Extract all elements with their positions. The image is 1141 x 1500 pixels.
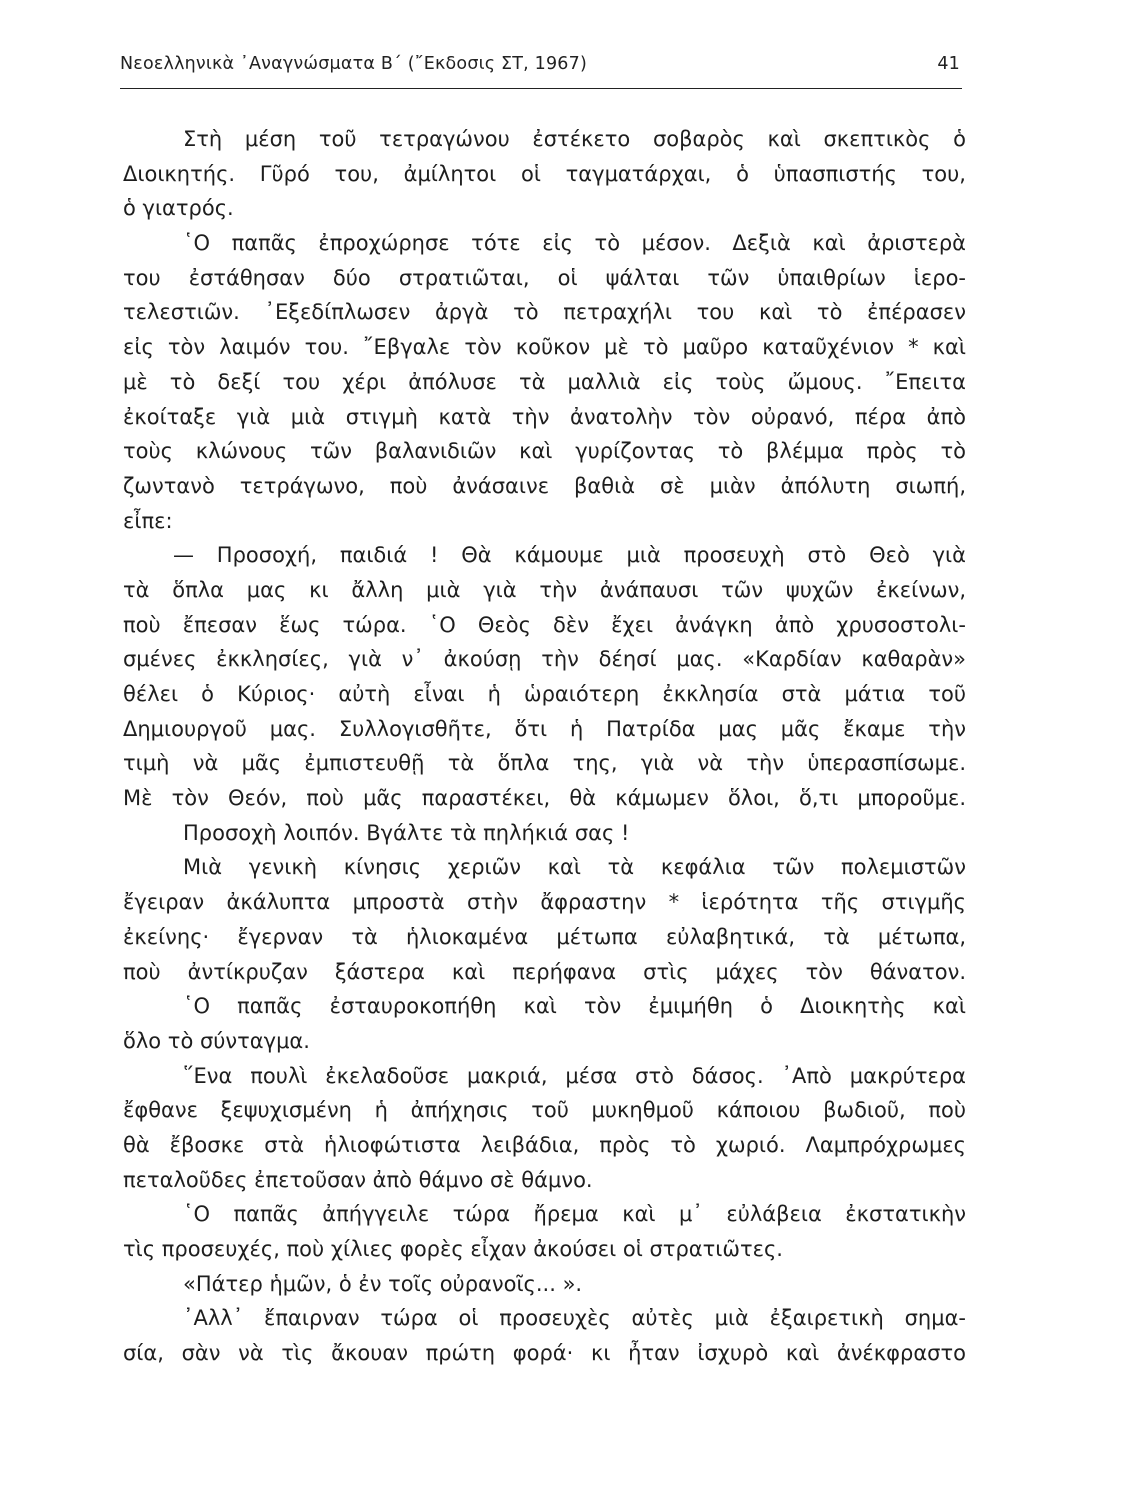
- text-line: σμένες ἐκκλησίες, γιὰ ν᾿ ἀκούσῃ τὴν δέησί μας. «Καρδίαν καθαρὰν»: [123, 647, 966, 672]
- text-line: Δημιουργοῦ μας. Συλλογισθῆτε, ὅτι ἡ Πατρίδα μας μᾶς ἔκαμε τὴν: [123, 716, 966, 741]
- text-line: ῞Ενα πουλὶ ἐκελαδοῦσε μακριά, μέσα στὸ δάσος. ᾿Απὸ μακρύτερα: [183, 1063, 966, 1088]
- text-line: ῾Ο παπᾶς ἐπροχώρησε τότε εἰς τὸ μέσον. Δεξιὰ καὶ ἀριστερὰ: [183, 231, 966, 256]
- text-line: ὁ γιατρός.: [123, 196, 234, 221]
- text-line: τελεστιῶν. ᾿Εξεδίπλωσεν ἀργὰ τὸ πετραχήλι του καὶ τὸ ἐπέρασεν: [123, 300, 966, 325]
- text-line: ἔφθανε ξεψυχισμένη ἡ ἀπήχησις τοῦ μυκηθμοῦ κάποιου βωδιοῦ, ποὺ: [123, 1098, 966, 1123]
- text-line: σία, σὰν νὰ τὶς ἄκουαν πρώτη φορά· κι ἦταν ἰσχυρὸ καὶ ἀνέκφραστο: [123, 1341, 966, 1366]
- text-line: εἶπε:: [123, 508, 173, 533]
- text-line: μὲ τὸ δεξί του χέρι ἀπόλυσε τὰ μαλλιὰ εἰς τοὺς ὤμους. ῎Επειτα: [123, 369, 966, 394]
- text-line: Μιὰ γενικὴ κίνησις χεριῶν καὶ τὰ κεφάλια τῶν πολεμιστῶν: [183, 855, 966, 880]
- text-line: ποὺ ἀντίκρυζαν ξάστερα καὶ περήφανα στὶς μάχες τὸν θάνατον.: [123, 959, 966, 984]
- running-head: [120, 54, 962, 84]
- page-number: 41: [937, 54, 960, 74]
- text-line: τοὺς κλώνους τῶν βαλανιδιῶν καὶ γυρίζοντας τὸ βλέμμα πρὸς τὸ: [123, 439, 966, 464]
- text-line: του ἐστάθησαν δύο στρατιῶται, οἱ ψάλται τῶν ὑπαιθρίων ἱερο-: [123, 265, 966, 290]
- text-line: ῾Ο παπᾶς ἀπήγγειλε τώρα ἤρεμα καὶ μ᾿ εὐλάβεια ἐκστατικὴν: [183, 1202, 966, 1227]
- text-line: Προσοχὴ λοιπόν. Βγάλτε τὰ πηλήκιά σας !: [183, 820, 630, 845]
- text-line: ἔγειραν ἀκάλυπτα μπροστὰ στὴν ἄφραστην * ἱερότητα τῆς στιγμῆς: [123, 890, 966, 915]
- text-line: εἰς τὸν λαιμόν του. ῎Εβγαλε τὸν κοῦκον μὲ τὸ μαῦρο καταῦχένιον * καὶ: [123, 335, 966, 360]
- text-line: — Προσοχή, παιδιά ! Θὰ κάμουμε μιὰ προσευχὴ στὸ Θεὸ γιὰ: [173, 543, 966, 568]
- text-line: Μὲ τὸν Θεόν, ποὺ μᾶς παραστέκει, θὰ κάμωμεν ὅλοι, ὅ,τι μποροῦμε.: [123, 786, 966, 811]
- text-line: Διοικητής. Γῦρό του, ἀμίλητοι οἱ ταγματάρχαι, ὁ ὑπασπιστής του,: [123, 161, 966, 186]
- text-line: ἐκοίταξε γιὰ μιὰ στιγμὴ κατὰ τὴν ἀνατολὴν τὸν οὐρανό, πέρα ἀπὸ: [123, 404, 966, 429]
- text-line: θέλει ὁ Κύριος· αὐτὴ εἶναι ἡ ὡραιότερη ἐκκλησία στὰ μάτια τοῦ: [123, 682, 966, 706]
- text-line: «Πάτερ ἡμῶν, ὁ ἐν τοῖς οὐρανοῖς... ».: [183, 1271, 583, 1296]
- text-line: τὰ ὅπλα μας κι ἄλλη μιὰ γιὰ τὴν ἀνάπαυσι τῶν ψυχῶν ἐκείνων,: [123, 577, 966, 602]
- text-line: τὶς προσευχές, ποὺ χίλιες φορὲς εἶχαν ἀκούσει οἱ στρατιῶτες.: [123, 1237, 783, 1261]
- text-line: ποὺ ἔπεσαν ἕως τώρα. ῾Ο Θεὸς δὲν ἔχει ἀνάγκη ἀπὸ χρυσοστολι-: [123, 612, 966, 637]
- header-rule: [120, 88, 962, 89]
- text-line: θὰ ἔβοσκε στὰ ἡλιοφώτιστα λειβάδια, πρὸς τὸ χωριό. Λαμπρόχρωμες: [123, 1132, 966, 1157]
- text-line: ῾Ο παπᾶς ἐσταυροκοπήθη καὶ τὸν ἐμιμήθη ὁ Διοικητὴς καὶ: [183, 994, 966, 1019]
- text-line: ὅλο τὸ σύνταγμα.: [123, 1028, 310, 1053]
- text-line: ᾿Αλλ᾿ ἔπαιρναν τώρα οἱ προσευχὲς αὐτὲς μιὰ ἐξαιρετικὴ σημα-: [183, 1306, 966, 1331]
- text-line: Στὴ μέση τοῦ τετραγώνου ἐστέκετο σοβαρὸς καὶ σκεπτικὸς ὁ: [183, 127, 966, 151]
- text-line: τιμὴ νὰ μᾶς ἐμπιστευθῇ τὰ ὅπλα της, γιὰ νὰ τὴν ὑπερασπίσωμε.: [123, 751, 966, 776]
- text-line: ζωντανὸ τετράγωνο, ποὺ ἀνάσαινε βαθιὰ σὲ μιὰν ἀπόλυτη σιωπή,: [123, 473, 966, 498]
- running-head-title: Νεοελληνικὰ ᾿Αναγνώσματα Β΄ (῎Εκδοσις ΣΤ, 1967): [120, 54, 588, 74]
- body-text: [123, 122, 966, 1371]
- text-line: πεταλοῦδες ἐπετοῦσαν ἀπὸ θάμνο σὲ θάμνο.: [123, 1167, 593, 1192]
- text-line: ἐκείνης· ἔγερναν τὰ ἡλιοκαμένα μέτωπα εὐλαβητικά, τὰ μέτωπα,: [123, 924, 966, 949]
